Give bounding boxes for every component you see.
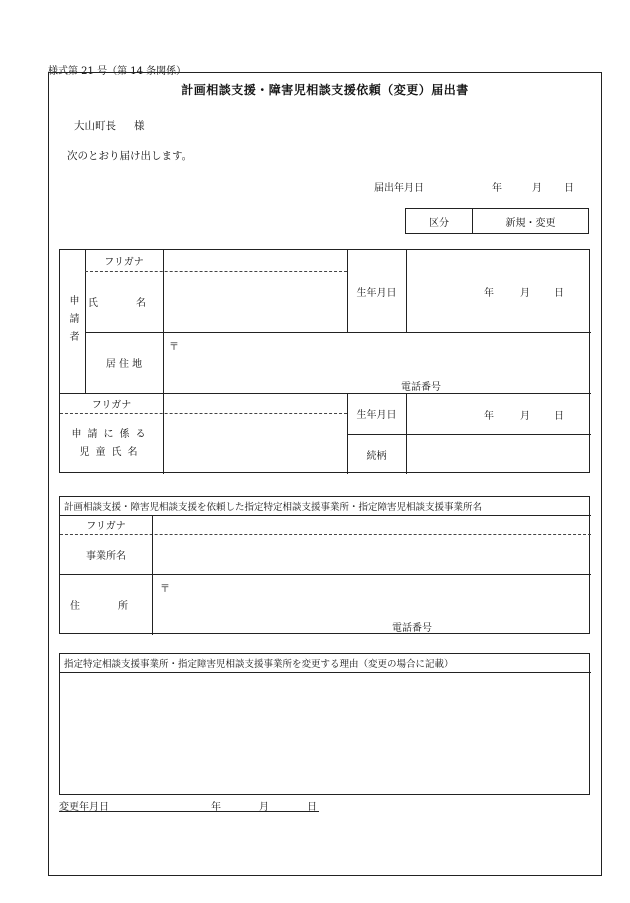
organization-name-field[interactable] <box>152 534 591 574</box>
change-date-year: 年 <box>211 802 221 813</box>
child-birth-year: 年 <box>484 411 494 422</box>
organization-table <box>59 496 590 634</box>
organization-phone-label: 電話番号 <box>392 623 432 634</box>
change-date-day: 日 <box>307 802 317 813</box>
form-frame <box>48 72 602 876</box>
organization-postal-mark: 〒 <box>160 584 170 595</box>
applicant-address-field[interactable] <box>163 332 591 393</box>
applicant-name-field[interactable] <box>163 271 347 332</box>
child-relation-field[interactable] <box>406 434 591 474</box>
child-relation-label: 続柄 <box>366 450 387 462</box>
applicant-postal-mark: 〒 <box>169 342 179 353</box>
reason-header: 指定特定相談支援事業所・指定障害児相談支援事業所を変更する理由（変更の場合に記載） <box>64 659 454 670</box>
reason-field[interactable] <box>60 672 591 796</box>
applicant-name-label: 氏 名 <box>88 298 160 309</box>
organization-address-label: 住 所 <box>70 601 142 612</box>
organization-furigana-label: フリガナ <box>86 521 126 532</box>
child-furigana-label: フリガナ <box>91 399 132 411</box>
child-name-label <box>60 413 163 474</box>
child-furigana-field[interactable] <box>163 393 347 413</box>
change-date-month: 月 <box>259 802 269 813</box>
organization-header: 計画相談支援・障害児相談支援を依頼した指定特定相談支援事業所・指定障害児相談支援事業所名 <box>64 502 483 513</box>
applicant-birthdate-field[interactable] <box>406 250 591 332</box>
organization-address-field[interactable] <box>152 574 591 635</box>
applicant-phone-label: 電話番号 <box>401 382 441 393</box>
addressee-honorific: 様 <box>134 120 145 132</box>
filing-date-month: 月 <box>532 183 542 194</box>
filing-date-year: 年 <box>492 183 502 194</box>
reason-table <box>59 653 590 795</box>
category-box <box>405 208 589 234</box>
child-birthdate-label: 生年月日 <box>356 410 397 421</box>
addressee-name: 大山町長 <box>74 120 116 132</box>
applicant-birthdate-label: 生年月日 <box>356 287 397 299</box>
applicant-furigana-field[interactable] <box>163 250 347 271</box>
applicant-birth-year: 年 <box>484 288 494 299</box>
child-birth-month: 月 <box>520 411 530 422</box>
category-value[interactable]: 新規・変更 <box>505 217 556 229</box>
change-date[interactable] <box>59 798 319 812</box>
applicant-section-label: 申請者 <box>67 294 78 349</box>
applicant-address-label: 居 住 地 <box>105 359 143 370</box>
filing-date-day: 日 <box>564 183 574 194</box>
intro-text: 次のとおり届け出します。 <box>67 150 193 162</box>
child-name-field[interactable] <box>163 413 347 474</box>
applicant-birth-day: 日 <box>554 288 564 299</box>
organization-name-label: 事業所名 <box>86 550 126 562</box>
child-name-label-line2: 児童氏名 <box>79 446 144 458</box>
filing-date-label: 届出年月日 <box>374 183 424 194</box>
applicant-birth-month: 月 <box>520 288 530 299</box>
child-birth-day: 日 <box>554 411 564 422</box>
change-date-label: 変更年月日 <box>59 802 109 813</box>
form-number: 様式第 21 号（第 14 条関係） <box>48 66 187 77</box>
addressee <box>74 118 145 133</box>
applicant-table <box>59 249 590 473</box>
form-title: 計画相談支援・障害児相談支援依頼（変更）届出書 <box>181 83 469 97</box>
organization-furigana-field[interactable] <box>152 515 591 534</box>
child-birthdate-field[interactable] <box>406 393 591 434</box>
category-label: 区分 <box>406 209 473 233</box>
applicant-furigana-label: フリガナ <box>104 257 144 268</box>
child-name-label-line1: 申請に係る <box>71 428 152 440</box>
filing-date[interactable] <box>374 179 574 194</box>
